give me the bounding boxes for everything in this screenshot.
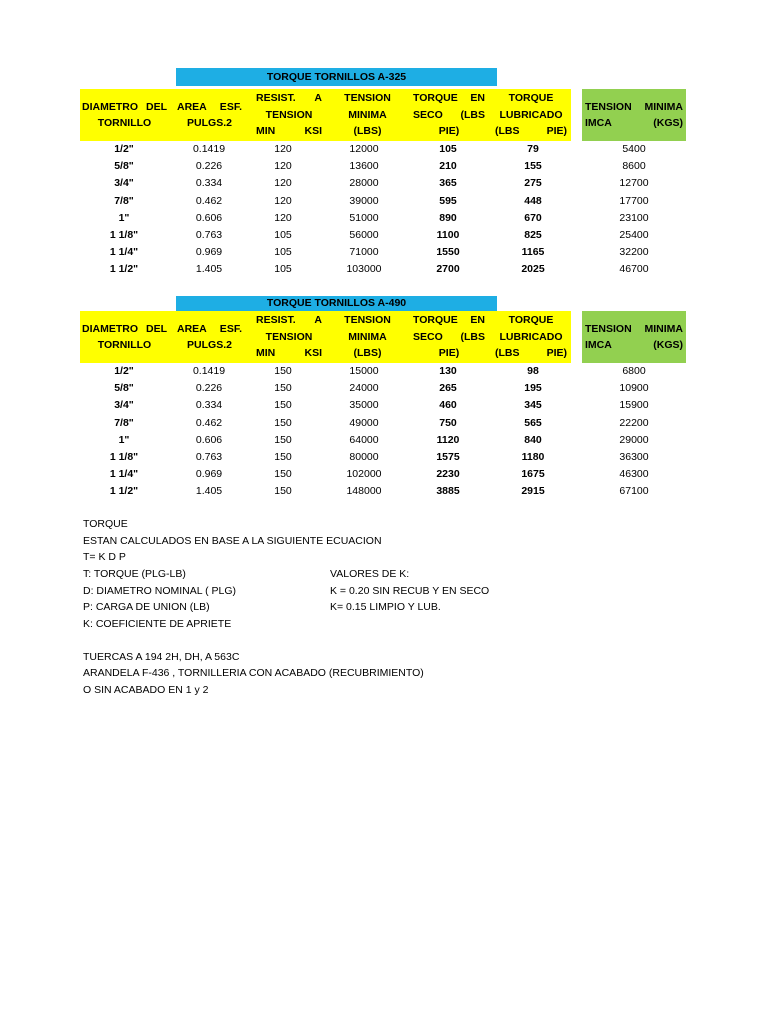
header-diametro: DIAMETRO DEL TORNILLO — [80, 89, 169, 141]
definition-k: K: COEFICIENTE DE APRIETE — [83, 618, 232, 630]
cell-diametro: 7/8" — [114, 416, 134, 429]
cell-torque-seco: 595 — [439, 194, 457, 207]
cell-tension-minima: 49000 — [349, 416, 379, 429]
cell-diametro: 7/8" — [114, 194, 134, 207]
cell-resistencia: 150 — [274, 399, 292, 412]
header-area: AREA ESF. PULGS.2 — [169, 89, 250, 141]
cell-tension-minima: 35000 — [349, 399, 379, 412]
cell-torque-seco: 1100 — [436, 229, 460, 241]
cell-diametro: 1 1/8" — [109, 229, 139, 241]
cell-area: 0.226 — [195, 382, 223, 395]
cell-tension-minima: 148000 — [346, 485, 382, 498]
cell-diametro: 1" — [118, 433, 130, 446]
cell-resistencia: 150 — [274, 451, 292, 463]
header-resist: RESIST. A TENSION MIN KSI — [250, 311, 328, 363]
cell-resistencia: 105 — [274, 246, 292, 259]
table-row — [0, 158, 768, 175]
cell-torque-lubricado: 79 — [527, 143, 539, 155]
cell-torque-seco: 1550 — [436, 246, 460, 259]
cell-torque-lubricado: 2915 — [521, 485, 545, 498]
table-row — [0, 193, 768, 210]
table-row — [0, 397, 768, 414]
cell-resistencia: 150 — [274, 382, 292, 395]
table-row — [0, 244, 768, 261]
cell-area: 0.1419 — [192, 143, 226, 155]
table-row — [0, 466, 768, 483]
cell-tension-minima: 71000 — [349, 246, 379, 259]
cell-torque-seco: 1575 — [436, 451, 460, 463]
finish-note: O SIN ACABADO EN 1 y 2 — [83, 684, 209, 696]
cell-resistencia: 150 — [274, 365, 292, 377]
cell-resistencia: 105 — [274, 229, 292, 241]
cell-area: 0.462 — [195, 194, 223, 207]
table-row — [0, 483, 768, 500]
cell-tension-imca: 8600 — [622, 160, 646, 173]
cell-tension-minima: 102000 — [346, 468, 382, 481]
cell-torque-seco: 365 — [439, 177, 457, 190]
k-values-title: VALORES DE K: — [330, 568, 410, 580]
table-row — [0, 141, 768, 158]
table-row — [0, 363, 768, 380]
cell-tension-minima: 56000 — [349, 229, 379, 241]
cell-tension-minima: 12000 — [349, 143, 379, 155]
table-row — [0, 261, 768, 278]
table-title: TORQUE TORNILLOS A-490 — [176, 296, 497, 311]
cell-torque-seco: 1120 — [436, 433, 460, 446]
cell-area: 0.763 — [195, 451, 223, 463]
nuts-note: TUERCAS A 194 2H, DH, A 563C — [83, 651, 240, 663]
cell-tension-minima: 15000 — [349, 365, 379, 377]
cell-diametro: 1" — [118, 211, 130, 224]
cell-tension-minima: 24000 — [349, 382, 379, 395]
cell-diametro: 5/8" — [114, 382, 134, 395]
cell-resistencia: 120 — [274, 160, 292, 173]
cell-torque-lubricado: 840 — [524, 433, 542, 446]
cell-torque-lubricado: 345 — [524, 399, 542, 412]
cell-resistencia: 120 — [274, 211, 292, 224]
cell-torque-lubricado: 448 — [524, 194, 542, 207]
cell-tension-imca: 25400 — [619, 229, 649, 241]
cell-tension-imca: 12700 — [619, 177, 649, 190]
cell-tension-imca: 46300 — [619, 468, 649, 481]
cell-tension-minima: 39000 — [349, 194, 379, 207]
cell-torque-seco: 130 — [439, 365, 457, 377]
cell-torque-lubricado: 2025 — [521, 263, 545, 276]
cell-torque-lubricado: 98 — [527, 365, 539, 377]
cell-torque-seco: 3885 — [436, 485, 460, 498]
table-row — [0, 449, 768, 466]
table-row — [0, 415, 768, 432]
cell-area: 0.763 — [195, 229, 223, 241]
cell-tension-minima: 51000 — [349, 211, 379, 224]
definition-p: P: CARGA DE UNION (LB) — [83, 601, 210, 613]
cell-torque-seco: 210 — [439, 160, 457, 173]
cell-tension-minima: 64000 — [349, 433, 379, 446]
table-row — [0, 210, 768, 227]
cell-torque-seco: 890 — [439, 211, 457, 224]
cell-diametro: 1 1/4" — [109, 468, 139, 481]
cell-diametro: 1/2" — [114, 365, 134, 377]
cell-resistencia: 150 — [274, 485, 292, 498]
equation: T= K D P — [83, 551, 126, 563]
cell-area: 0.606 — [195, 433, 223, 446]
cell-tension-imca: 29000 — [619, 433, 649, 446]
table-row — [0, 432, 768, 449]
cell-tension-minima: 103000 — [346, 263, 382, 276]
notes-heading: TORQUE — [83, 518, 128, 530]
table-row — [0, 380, 768, 397]
cell-diametro: 1 1/8" — [109, 451, 139, 463]
header-torque-seco: TORQUE EN SECO (LBS PIE) — [407, 89, 491, 141]
cell-tension-minima: 13600 — [349, 160, 379, 173]
definition-t: T: TORQUE (PLG-LB) — [83, 568, 186, 580]
definition-d: D: DIAMETRO NOMINAL ( PLG) — [83, 585, 237, 597]
cell-tension-imca: 23100 — [619, 211, 649, 224]
cell-torque-lubricado: 825 — [524, 229, 542, 241]
cell-torque-seco: 105 — [439, 143, 457, 155]
header-torque-lubricado: TORQUE LUBRICADO (LBS PIE) — [491, 311, 571, 363]
cell-diametro: 1 1/2" — [109, 485, 139, 498]
cell-resistencia: 105 — [274, 263, 292, 276]
header-diametro: DIAMETRO DEL TORNILLO — [80, 311, 169, 363]
k-value: K = 0.20 SIN RECUB Y EN SECO — [330, 585, 490, 597]
cell-torque-seco: 750 — [439, 416, 457, 429]
cell-tension-minima: 80000 — [349, 451, 379, 463]
cell-tension-imca: 22200 — [619, 416, 649, 429]
cell-torque-lubricado: 275 — [524, 177, 542, 190]
table-title: TORQUE TORNILLOS A-325 — [176, 68, 497, 86]
cell-torque-lubricado: 195 — [524, 382, 542, 395]
header-tension-imca: TENSION MINIMA IMCA (KGS) — [582, 89, 686, 141]
cell-tension-minima: 28000 — [349, 177, 379, 190]
cell-tension-imca: 67100 — [619, 485, 649, 498]
header-torque-seco: TORQUE EN SECO (LBS PIE) — [407, 311, 491, 363]
cell-diametro: 1 1/2" — [109, 263, 139, 276]
cell-tension-imca: 17700 — [619, 194, 649, 207]
cell-resistencia: 150 — [274, 416, 292, 429]
table-row — [0, 227, 768, 244]
cell-resistencia: 150 — [274, 468, 292, 481]
cell-torque-seco: 2230 — [436, 468, 460, 481]
cell-torque-seco: 265 — [439, 382, 457, 395]
cell-area: 0.462 — [195, 416, 223, 429]
cell-torque-lubricado: 565 — [524, 416, 542, 429]
cell-diametro: 3/4" — [114, 399, 134, 412]
table-row — [0, 175, 768, 192]
cell-torque-seco: 460 — [439, 399, 457, 412]
cell-area: 1.405 — [195, 485, 223, 498]
cell-tension-imca: 10900 — [619, 382, 649, 395]
header-tension-imca: TENSION MINIMA IMCA (KGS) — [582, 311, 686, 363]
cell-area: 0.1419 — [192, 365, 226, 377]
header-torque-lubricado: TORQUE LUBRICADO (LBS PIE) — [491, 89, 571, 141]
cell-area: 1.405 — [195, 263, 223, 276]
cell-area: 0.969 — [195, 468, 223, 481]
washer-note: ARANDELA F-436 , TORNILLERIA CON ACABADO (RECUBRIMIENTO) — [83, 667, 424, 679]
header-resist: RESIST. A TENSION MIN KSI — [250, 89, 328, 141]
cell-area: 0.226 — [195, 160, 223, 173]
header-tension: TENSION MINIMA (LBS) — [328, 311, 407, 363]
cell-diametro: 1 1/4" — [109, 246, 139, 259]
cell-area: 0.334 — [195, 177, 223, 190]
cell-tension-imca: 6800 — [622, 365, 646, 377]
cell-diametro: 3/4" — [114, 177, 134, 190]
cell-torque-lubricado: 670 — [524, 211, 542, 224]
header-tension: TENSION MINIMA (LBS) — [328, 89, 407, 141]
notes-line: ESTAN CALCULADOS EN BASE A LA SIGUIENTE ECUACION — [83, 535, 382, 547]
cell-resistencia: 120 — [274, 143, 292, 155]
cell-area: 0.606 — [195, 211, 223, 224]
cell-torque-seco: 2700 — [436, 263, 460, 276]
cell-area: 0.969 — [195, 246, 223, 259]
cell-tension-imca: 46700 — [619, 263, 649, 276]
cell-tension-imca: 5400 — [622, 143, 646, 155]
cell-torque-lubricado: 155 — [524, 160, 542, 173]
cell-area: 0.334 — [195, 399, 223, 412]
cell-torque-lubricado: 1675 — [521, 468, 545, 481]
cell-diametro: 1/2" — [114, 143, 134, 155]
k-value: K= 0.15 LIMPIO Y LUB. — [330, 601, 441, 613]
cell-torque-lubricado: 1180 — [521, 451, 545, 463]
cell-tension-imca: 15900 — [619, 399, 649, 412]
cell-resistencia: 120 — [274, 177, 292, 190]
cell-torque-lubricado: 1165 — [521, 246, 545, 259]
cell-resistencia: 120 — [274, 194, 292, 207]
cell-tension-imca: 36300 — [619, 451, 649, 463]
cell-resistencia: 150 — [274, 433, 292, 446]
cell-diametro: 5/8" — [114, 160, 134, 173]
header-area: AREA ESF. PULGS.2 — [169, 311, 250, 363]
cell-tension-imca: 32200 — [619, 246, 649, 259]
